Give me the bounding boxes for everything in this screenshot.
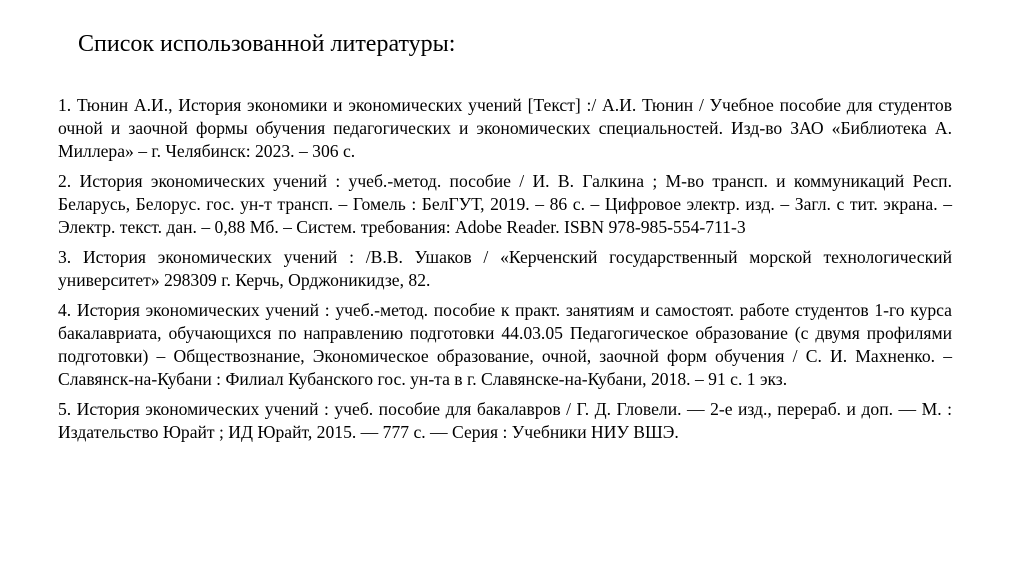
reference-item-3: 3. История экономических учений : /В.В. Ушаков / «Керченский государственный морской технологический университет» 298309 г. Керчь, Орджоникидзе, 82. [58,247,952,290]
reference-item-5: 5. История экономических учений : учеб. пособие для бакалавров / Г. Д. Гловели. — 2-е изд., перераб. и доп. — М. : Издательство Юрайт ; ИД Юрайт, 2015. — 777 с. — Серия : Учебники НИУ ВШЭ. [58,399,952,442]
reference-item-2: 2. История экономических учений : учеб.-метод. пособие / И. В. Галкина ; М-во трансп. и коммуникаций Респ. Беларусь, Белорус. гос. ун-т трансп. – Гомель : БелГУТ, 2019. – 86 с. – Цифровое электр. изд. – Загл. с тит. экрана. – Электр. текст. дан. – 0,88 Мб. – Систем. требования: Adobe Reader. ISBN 978-985-554-711-3 [58,171,952,237]
slide-title: Список использованной литературы: [78,31,456,57]
reference-item-1: 1. Тюнин А.И., История экономики и экономических учений [Текст] :/ А.И. Тюнин / Учебное пособие для студентов очной и заочной формы обучения педагогических и экономических специальностей. Изд-во ЗАО «Библиотека А. Миллера» – г. Челябинск: 2023. – 306 с. [58,95,952,161]
reference-item-4: 4. История экономических учений : учеб.-метод. пособие к практ. занятиям и самостоят. работе студентов 1-го курса бакалавриата, обучающихся по направлению подготовки 44.03.05 Педагогическое образование (с двумя профилями подготовки) – Обществознание, Экономическое образование, очной, заочной форм обучения / С. И. Махненко. – Славянск-на-Кубани : Филиал Кубанского гос. ун-та в г. Славянске-на-Кубани, 2018. – 91 с. 1 экз. [58,300,952,389]
reference-list [58,94,952,451]
